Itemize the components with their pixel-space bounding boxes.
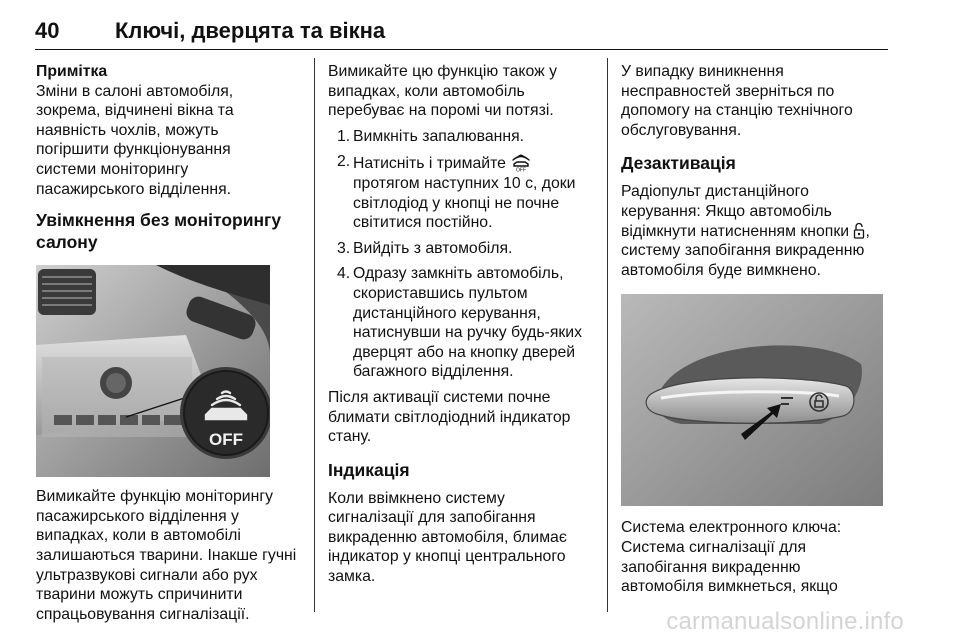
text-line: Система сигналізації для (621, 538, 807, 556)
text-line: керування: Якщо автомобіль (621, 202, 832, 220)
car-ultrasonic-off-icon (510, 152, 532, 172)
text-line: У випадку виникнення (621, 63, 784, 80)
step-text: світитися постійно. (353, 214, 493, 232)
deactivation-heading: Дезактивація (621, 153, 736, 174)
step-number: 2. (337, 153, 351, 171)
text-line: обслуговування. (621, 121, 742, 139)
text-line: блимати світлодіодний індикатор (328, 408, 571, 426)
deactivation-paragraph (621, 182, 891, 280)
section-heading-line: Увімкнення без моніторингу (36, 210, 282, 231)
step-text: Вийдіть з автомобіля. (353, 239, 513, 257)
text-line: ультразвукові сигнали або рух (36, 566, 258, 584)
step-text: світлодіод у кнопці не почне (353, 194, 560, 212)
text-line: Радіопульт дистанційного (621, 183, 809, 201)
list-item (328, 152, 598, 232)
text-line: автомобіля вимкнеться, якщо (621, 578, 838, 596)
text-line: замка. (328, 568, 376, 586)
note-line: пасажирського відділення. (36, 180, 232, 198)
step-text-start: Натисніть і тримайте (353, 155, 506, 173)
page-title: Ключі, дверцята та вікна (115, 18, 386, 43)
text-line: випадках, коли в автомобілі (36, 527, 241, 545)
steps-list (328, 127, 598, 382)
door-handle-figure (621, 294, 883, 506)
svg-text:OFF: OFF (516, 167, 527, 173)
text-line: пасажирського відділення у (36, 507, 239, 525)
after-paragraph (328, 388, 598, 447)
text-line: випадках, коли автомобіль (328, 82, 525, 100)
list-item (328, 264, 598, 382)
column-3 (621, 62, 891, 597)
note-line: системи моніторингу (36, 160, 189, 178)
text-line: автомобіля буде вимкнено. (621, 261, 821, 279)
step-text: Одразу замкніть автомобіль, (353, 265, 564, 283)
text-line: Система електронного ключа: (621, 519, 842, 537)
text-line: Вимикайте функцію моніторингу (36, 488, 274, 506)
step-number: 4. (337, 265, 351, 283)
text-line: Після активації системи почне (328, 388, 551, 406)
text-line: систему запобігання викраденню (621, 242, 865, 260)
note-line: наявність чохлів, можуть (36, 121, 219, 139)
text-line: перебуває на поромі чи потязі. (328, 102, 554, 120)
paragraph (36, 487, 304, 624)
note-line: зокрема, відчинені вікна та (36, 102, 234, 120)
note-block (36, 62, 304, 199)
step-number: 3. (337, 239, 351, 257)
column-1 (36, 62, 304, 624)
indication-paragraph (328, 489, 598, 587)
text-line: несправностей зверніться по (621, 82, 835, 100)
text-line (621, 222, 891, 242)
header-rule (35, 49, 888, 50)
text-line-end: , (865, 222, 870, 240)
list-item (328, 239, 598, 259)
text-line: сигналізації для запобігання (328, 509, 536, 527)
step-text: протягом наступних 10 с, доки (353, 174, 576, 192)
door-handle-illustration (621, 294, 883, 506)
text-line: Коли ввімкнено систему (328, 489, 505, 507)
padlock-open-icon (853, 222, 865, 240)
page-header (0, 0, 960, 50)
step-text: натиснувши на ручку будь-яких (353, 324, 583, 342)
dashboard-illustration (36, 265, 270, 477)
section-heading (36, 209, 304, 253)
note-line: Зміни в салоні автомобіля, (36, 82, 234, 100)
end-paragraph (621, 518, 891, 596)
text-line: викраденню автомобіля, блимає (328, 528, 567, 546)
step-text: багажного відділення. (353, 363, 514, 381)
watermark: carmanualsonline.info (666, 608, 904, 635)
step-text: дистанційного керування, (353, 304, 541, 322)
indication-heading: Індикація (328, 459, 410, 480)
text-line: запобігання викраденню (621, 558, 801, 576)
text-line: залишаються тварини. Інакше гучні (36, 546, 297, 564)
note-line: погіршити функціонування (36, 141, 231, 159)
text-line: Вимикайте цю функцію також у (328, 63, 557, 80)
step-text: дверцят або на кнопку дверей (353, 343, 576, 361)
step-text (353, 152, 598, 174)
step-text: скориставшись пультом (353, 284, 528, 302)
dashboard-button-figure (36, 265, 270, 477)
text-line: спрацьовування сигналізації. (36, 605, 250, 623)
step-number: 1. (337, 127, 351, 145)
column-divider-2 (607, 58, 608, 612)
section-heading-line: салону (36, 232, 98, 253)
list-item (328, 127, 598, 147)
text-line: допомогу на станцію технічного (621, 102, 853, 120)
note-heading: Примітка (36, 63, 108, 80)
figure-badge-label: OFF (209, 430, 243, 450)
column-2 (328, 62, 598, 587)
text-line: тварини можуть спричинити (36, 586, 243, 604)
fault-paragraph (621, 62, 891, 140)
intro-paragraph (328, 62, 598, 121)
page-number: 40 (35, 18, 60, 43)
text-line: стану. (328, 428, 372, 446)
step-text: Вимкніть запалювання. (353, 127, 525, 145)
text-line-start: відімкнути натисненням кнопки (621, 222, 850, 240)
text-line: індикатор у кнопці центрального (328, 548, 566, 566)
column-divider-1 (314, 58, 315, 612)
